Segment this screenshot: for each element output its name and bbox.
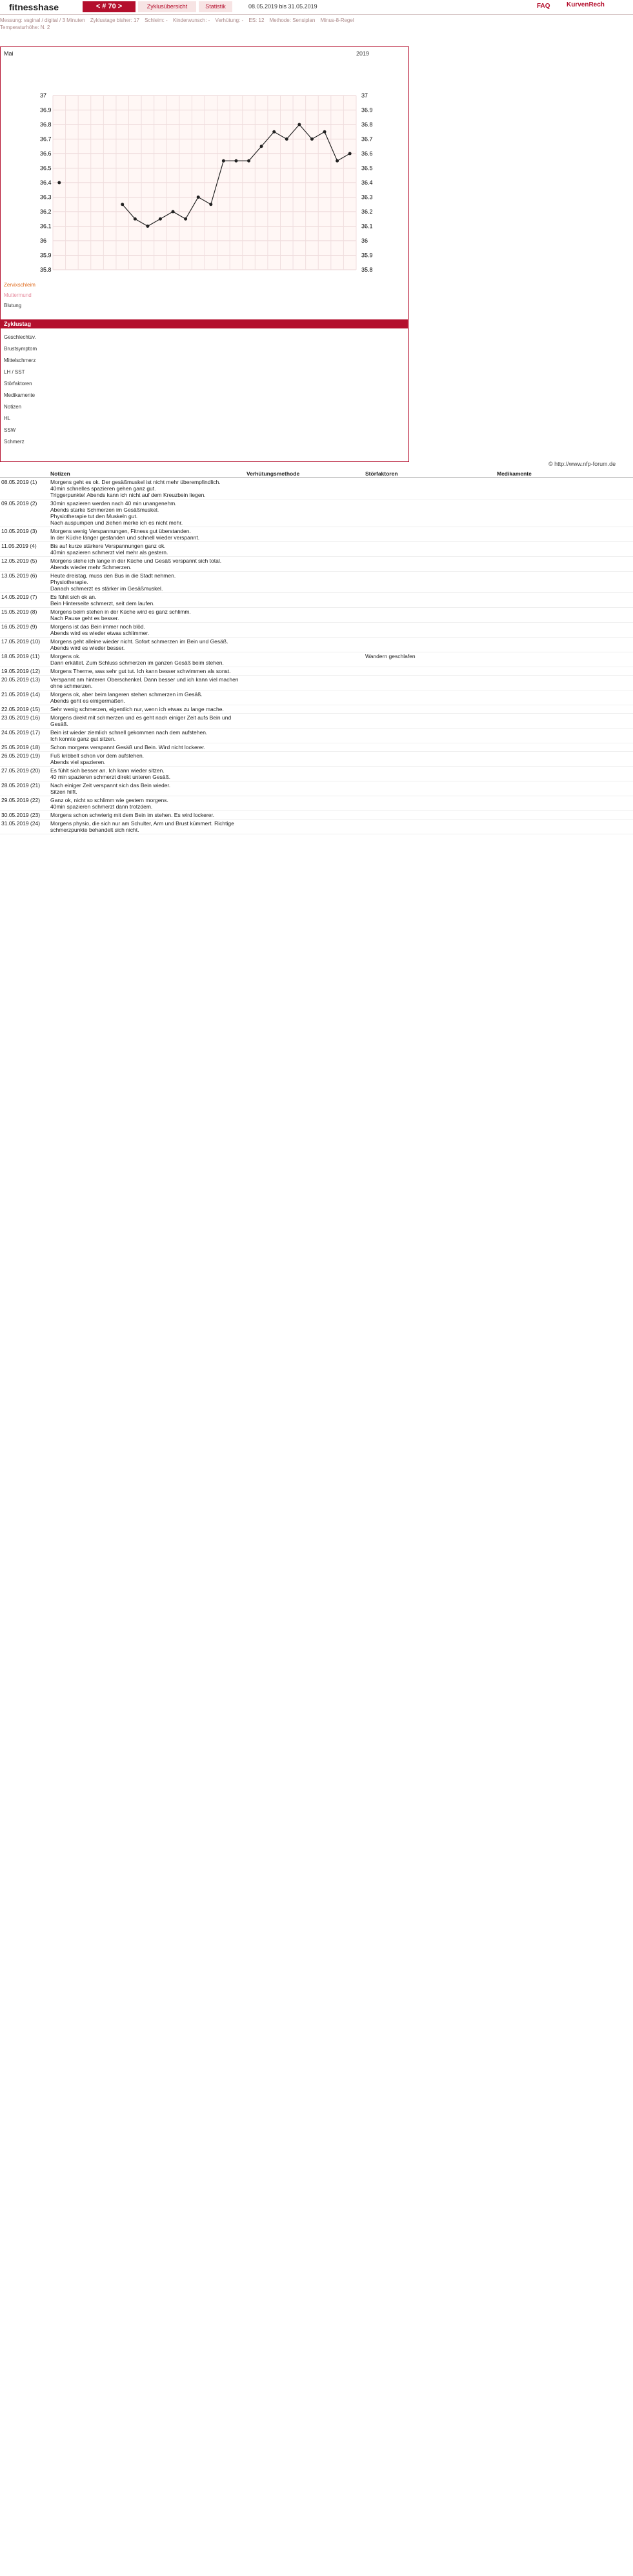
y-tick-label-right: 36.6 (361, 150, 373, 157)
row-method (245, 542, 364, 557)
info-item: Verhütung: - (215, 17, 244, 23)
table-row (0, 767, 633, 781)
row-note: Morgens ist das Bein immer noch blöd. Abends wird es wieder etwas schlimmer. (49, 623, 245, 638)
row-label-mucus: Zervixschleim (4, 282, 35, 288)
row-note: Es fühlt sich ok an. Bein Hinterseite schmerzt, seit dem laufen. (49, 593, 245, 608)
row-medication (496, 572, 633, 593)
row-method (245, 608, 364, 623)
temperature-point[interactable] (184, 217, 187, 221)
lower-row-label: HL (4, 416, 11, 421)
notes-table (0, 470, 633, 834)
row-medication (496, 796, 633, 811)
info-item: ES: 12 (248, 17, 265, 23)
table-row (0, 676, 633, 690)
row-method (245, 667, 364, 676)
lower-row-label: Geschlechtsv. (4, 334, 36, 340)
logo: KurvenRech (567, 1, 605, 8)
row-date: 31.05.2019 (24) (0, 820, 49, 834)
row-disruptions (364, 781, 496, 796)
info-item: Minus-8-Regel (320, 17, 354, 23)
row-method (245, 752, 364, 767)
table-row (0, 796, 633, 811)
row-date: 30.05.2019 (23) (0, 811, 49, 820)
table-row (0, 499, 633, 527)
table-row (0, 623, 633, 638)
table-row (0, 478, 633, 499)
table-row (0, 743, 633, 752)
table-row (0, 752, 633, 767)
table-row (0, 714, 633, 729)
row-method (245, 676, 364, 690)
row-disruptions (364, 623, 496, 638)
row-medication (496, 729, 633, 743)
row-date: 19.05.2019 (12) (0, 667, 49, 676)
row-disruptions (364, 542, 496, 557)
lower-row-label: Medikamente (4, 392, 35, 398)
row-date: 08.05.2019 (1) (0, 478, 49, 499)
row-disruptions (364, 796, 496, 811)
row-note: Schon morgens verspannt Gesäß und Bein. Wird nicht lockerer. (49, 743, 245, 752)
row-disruptions (364, 705, 496, 714)
y-tick-label: 36.9 (40, 106, 52, 114)
row-note: Ganz ok, nicht so schlimm wie gestern morgens. 40min spazieren schmerzt dann trotzdem. (49, 796, 245, 811)
row-medication (496, 820, 633, 834)
row-method (245, 705, 364, 714)
info-item: Methode: Sensiplan (269, 17, 316, 23)
row-method (245, 811, 364, 820)
row-disruptions: Wandern geschlafen (364, 652, 496, 667)
row-method (245, 796, 364, 811)
top-bar (0, 0, 633, 15)
temperature-point[interactable] (197, 196, 200, 199)
y-tick-label-right: 37 (361, 92, 368, 99)
table-row (0, 690, 633, 705)
year-label: 2019 (356, 50, 370, 57)
cycle-day-bar (0, 319, 408, 328)
y-tick-label-right: 36 (361, 237, 368, 244)
y-tick-label: 36.4 (40, 179, 52, 186)
row-date: 18.05.2019 (11) (0, 652, 49, 667)
temperature-point[interactable] (172, 210, 175, 214)
row-date: 11.05.2019 (4) (0, 542, 49, 557)
temperature-point[interactable] (272, 130, 276, 134)
col-header-date (0, 470, 49, 478)
row-medication (496, 608, 633, 623)
y-tick-label-right: 35.9 (361, 252, 373, 259)
y-tick-label: 37 (40, 92, 47, 99)
date-range: 08.05.2019 bis 31.05.2019 (248, 3, 317, 10)
row-method (245, 767, 364, 781)
row-method (245, 743, 364, 752)
y-tick-label: 36.7 (40, 136, 52, 143)
y-tick-label-right: 36.7 (361, 136, 373, 143)
row-date: 20.05.2019 (13) (0, 676, 49, 690)
row-note: Verspannt am hinteren Oberschenkel. Dann besser und ich kann viel machen ohne schmerzen. (49, 676, 245, 690)
y-tick-label-right: 36.5 (361, 165, 373, 172)
month-label: Mai (4, 50, 14, 57)
row-method (245, 572, 364, 593)
y-tick-label-right: 36.4 (361, 179, 373, 186)
faq-link[interactable]: FAQ (537, 3, 550, 10)
row-method (245, 781, 364, 796)
row-date: 27.05.2019 (20) (0, 767, 49, 781)
row-note: Morgens schon schwierig mit dem Bein im stehen. Es wird lockerer. (49, 811, 245, 820)
row-date: 16.05.2019 (9) (0, 623, 49, 638)
row-medication (496, 752, 633, 767)
row-date: 28.05.2019 (21) (0, 781, 49, 796)
row-medication (496, 690, 633, 705)
row-disruptions (364, 767, 496, 781)
lower-row-label: Schmerz (4, 439, 25, 445)
tab-statistics[interactable]: Statistik (199, 1, 232, 12)
y-tick-label: 36.1 (40, 223, 52, 230)
temperature-point[interactable] (297, 123, 301, 126)
temperature-point[interactable] (121, 203, 124, 206)
y-tick-label-right: 36.2 (361, 208, 373, 215)
row-disruptions (364, 478, 496, 499)
row-medication (496, 593, 633, 608)
row-medication (496, 714, 633, 729)
row-disruptions (364, 593, 496, 608)
temperature-point[interactable] (310, 137, 314, 141)
info-bar (0, 17, 633, 31)
temperature-point[interactable] (234, 159, 237, 163)
row-note: Sehr wenig schmerzen, eigentlich nur, wenn ich etwas zu lange mache. (49, 705, 245, 714)
temperature-point[interactable] (222, 159, 225, 163)
row-disruptions (364, 557, 496, 572)
row-medication (496, 478, 633, 499)
lower-row-label: LH / SST (4, 369, 25, 375)
info-item: Schleim: - (145, 17, 168, 23)
col-header-medication: Medikamente (496, 470, 633, 478)
app-name: fitnesshase (9, 2, 59, 12)
lower-row-label: Brustsymptom (4, 346, 37, 352)
cycle-navigation[interactable]: < # 70 > (83, 1, 136, 12)
row-date: 09.05.2019 (2) (0, 499, 49, 527)
row-note: Morgens geht alleine wieder nicht. Sofort schmerzen im Bein und Gesäß. Abends wird es wieder besser. (49, 638, 245, 652)
row-medication (496, 667, 633, 676)
row-date: 17.05.2019 (10) (0, 638, 49, 652)
row-disruptions (364, 527, 496, 542)
row-note: Bein ist wieder ziemlich schnell gekommen nach dem aufstehen. Ich konnte ganz gut sitzen. (49, 729, 245, 743)
table-row (0, 638, 633, 652)
row-date: 12.05.2019 (5) (0, 557, 49, 572)
row-method (245, 623, 364, 638)
row-medication (496, 767, 633, 781)
row-date: 13.05.2019 (6) (0, 572, 49, 593)
table-row (0, 820, 633, 834)
y-tick-label-right: 36.9 (361, 106, 373, 114)
row-disruptions (364, 743, 496, 752)
row-disruptions (364, 714, 496, 729)
table-row (0, 781, 633, 796)
row-disruptions (364, 690, 496, 705)
row-disruptions (364, 676, 496, 690)
row-note: Morgens beim stehen in der Küche wird es ganz schlimm. Nach Pause geht es besser. (49, 608, 245, 623)
row-note: Morgens geht es ok. Der gesäßmuskel ist nicht mehr überempfindlich. 40min schnelles spazieren gehen ganz gut. Triggerpunkte! Abends kann ich nicht auf dem Kreuzbein liegen. (49, 478, 245, 499)
row-note: Heute dreistag, muss den Bus in die Stadt nehmen. Physiotherapie. Danach schmerzt es stärker im Gesäßmuskel. (49, 572, 245, 593)
row-date: 29.05.2019 (22) (0, 796, 49, 811)
row-disruptions (364, 667, 496, 676)
table-row (0, 652, 633, 667)
lower-row-label: SSW (4, 427, 16, 433)
row-note: Es fühlt sich besser an. Ich kann wieder sitzen. 40 min spazieren schmerzt direkt unteren Gesäß. (49, 767, 245, 781)
y-tick-label: 36.6 (40, 150, 52, 157)
y-tick-label: 36.8 (40, 121, 52, 128)
cycle-day-label: Zyklustag (4, 321, 32, 327)
y-tick-label-right: 36.8 (361, 121, 373, 128)
row-date: 21.05.2019 (14) (0, 690, 49, 705)
temperature-point[interactable] (134, 217, 137, 221)
col-header-method: Verhütungsmethode (245, 470, 364, 478)
row-note: Morgens Therme, was sehr gut tut. Ich kann besser schwimmen als sonst. (49, 667, 245, 676)
tab-cycle-overview[interactable]: Zyklusübersicht (138, 1, 196, 12)
y-tick-label: 36.3 (40, 194, 52, 201)
row-note: 30min spazieren werden nach 40 min unangenehm. Abends starke Schmerzen im Gesäßmuskel. Physiotherapie tut den Muskeln gut. Nach auspumpen und ziehen merke ich es nicht mehr. (49, 499, 245, 527)
row-note: Morgens physio, die sich nur am Schulter, Arm und Brust kümmert. Richtige schmerzpunkte behandelt sich nicht. (49, 820, 245, 834)
row-medication (496, 811, 633, 820)
table-row (0, 608, 633, 623)
row-note: Morgens ok, aber beim langeren stehen schmerzen im Gesäß. Abends geht es einigermaßen. (49, 690, 245, 705)
y-tick-label-right: 35.8 (361, 267, 373, 273)
row-date: 25.05.2019 (18) (0, 743, 49, 752)
row-disruptions (364, 820, 496, 834)
info-item: Messung: vaginal / digital / 3 Minuten (0, 17, 85, 23)
row-date: 10.05.2019 (3) (0, 527, 49, 542)
y-tick-label: 35.8 (40, 267, 52, 273)
row-date: 14.05.2019 (7) (0, 593, 49, 608)
lower-row-label: Notizen (4, 404, 22, 410)
row-medication (496, 652, 633, 667)
row-date: 26.05.2019 (19) (0, 752, 49, 767)
row-method (245, 820, 364, 834)
row-note: Bis auf kurze stärkere Verspannungen ganz ok. 40min spazieren schmerzt viel mehr als gestern. (49, 542, 245, 557)
row-disruptions (364, 572, 496, 593)
temperature-point[interactable] (209, 203, 212, 206)
row-medication (496, 676, 633, 690)
row-disruptions (364, 499, 496, 527)
row-medication (496, 557, 633, 572)
row-label-cervix: Muttermund (4, 292, 32, 298)
row-date: 23.05.2019 (16) (0, 714, 49, 729)
row-note: Morgens direkt mit schmerzen und es geht nach einiger Zeit aufs Bein und Gesäß. (49, 714, 245, 729)
col-header-notes: Notizen (49, 470, 245, 478)
temperature-point[interactable] (159, 217, 162, 221)
temperature-point[interactable] (247, 159, 250, 163)
temperature-point[interactable] (57, 181, 61, 185)
row-method (245, 652, 364, 667)
y-tick-label-right: 36.3 (361, 194, 373, 201)
row-medication (496, 743, 633, 752)
temperature-point[interactable] (260, 145, 263, 148)
row-note: Fuß kribbelt schon vor dem aufstehen. Abends viel spazieren. (49, 752, 245, 767)
row-date: 22.05.2019 (15) (0, 705, 49, 714)
info-item: Kinderwunsch: - (172, 17, 210, 23)
row-medication (496, 623, 633, 638)
row-disruptions (364, 752, 496, 767)
temperature-chart (0, 89, 408, 283)
row-method (245, 478, 364, 499)
y-tick-label: 36.2 (40, 208, 52, 215)
row-method (245, 557, 364, 572)
row-note: Morgens ok. Dann erkältet. Zum Schluss schmerzen im ganzen Gesäß beim stehen. (49, 652, 245, 667)
y-tick-label: 35.9 (40, 252, 52, 259)
table-row (0, 593, 633, 608)
row-method (245, 690, 364, 705)
lower-row-label: Störfaktoren (4, 381, 32, 387)
row-disruptions (364, 811, 496, 820)
col-header-disruptions: Störfaktoren (364, 470, 496, 478)
table-row (0, 667, 633, 676)
temperature-point[interactable] (336, 159, 339, 163)
table-row (0, 811, 633, 820)
row-medication (496, 638, 633, 652)
temperature-point[interactable] (146, 225, 149, 228)
temperature-point[interactable] (348, 152, 352, 156)
table-row (0, 542, 633, 557)
row-label-bleeding: Blutung (4, 303, 22, 308)
row-method (245, 729, 364, 743)
row-method (245, 527, 364, 542)
row-medication (496, 705, 633, 714)
row-note: Morgens stehe ich lange in der Küche und Gesäß verspannt sich total. Abends wieder mehr Schmerzen. (49, 557, 245, 572)
temperature-point[interactable] (323, 130, 327, 134)
row-note: Nach einiger Zeit verspannt sich das Bein wieder. Sitzen hilft. (49, 781, 245, 796)
table-row (0, 527, 633, 542)
row-note: Morgens wenig Verspannungen, Fitness gut überstanden. In der Küche länger gestanden und schnell wieder verspannt. (49, 527, 245, 542)
forum-link[interactable]: © http://www.nfp-forum.de (548, 461, 616, 467)
row-medication (496, 527, 633, 542)
table-row (0, 705, 633, 714)
row-medication (496, 542, 633, 557)
row-method (245, 714, 364, 729)
row-date: 24.05.2019 (17) (0, 729, 49, 743)
row-date: 15.05.2019 (8) (0, 608, 49, 623)
table-row (0, 572, 633, 593)
y-tick-label: 36 (40, 237, 47, 244)
table-row (0, 729, 633, 743)
row-medication (496, 781, 633, 796)
row-medication (496, 499, 633, 527)
y-tick-label: 36.5 (40, 165, 52, 172)
row-disruptions (364, 638, 496, 652)
row-method (245, 638, 364, 652)
temperature-point[interactable] (285, 137, 288, 141)
row-method (245, 593, 364, 608)
y-tick-label-right: 36.1 (361, 223, 373, 230)
row-method (245, 499, 364, 527)
info-item: Zyklustage bisher: 17 (90, 17, 139, 23)
row-disruptions (364, 729, 496, 743)
table-row (0, 557, 633, 572)
lower-row-label: Mittelschmerz (4, 357, 36, 363)
row-disruptions (364, 608, 496, 623)
info-item: Temperaturhöhe: N. 2 (0, 25, 50, 30)
